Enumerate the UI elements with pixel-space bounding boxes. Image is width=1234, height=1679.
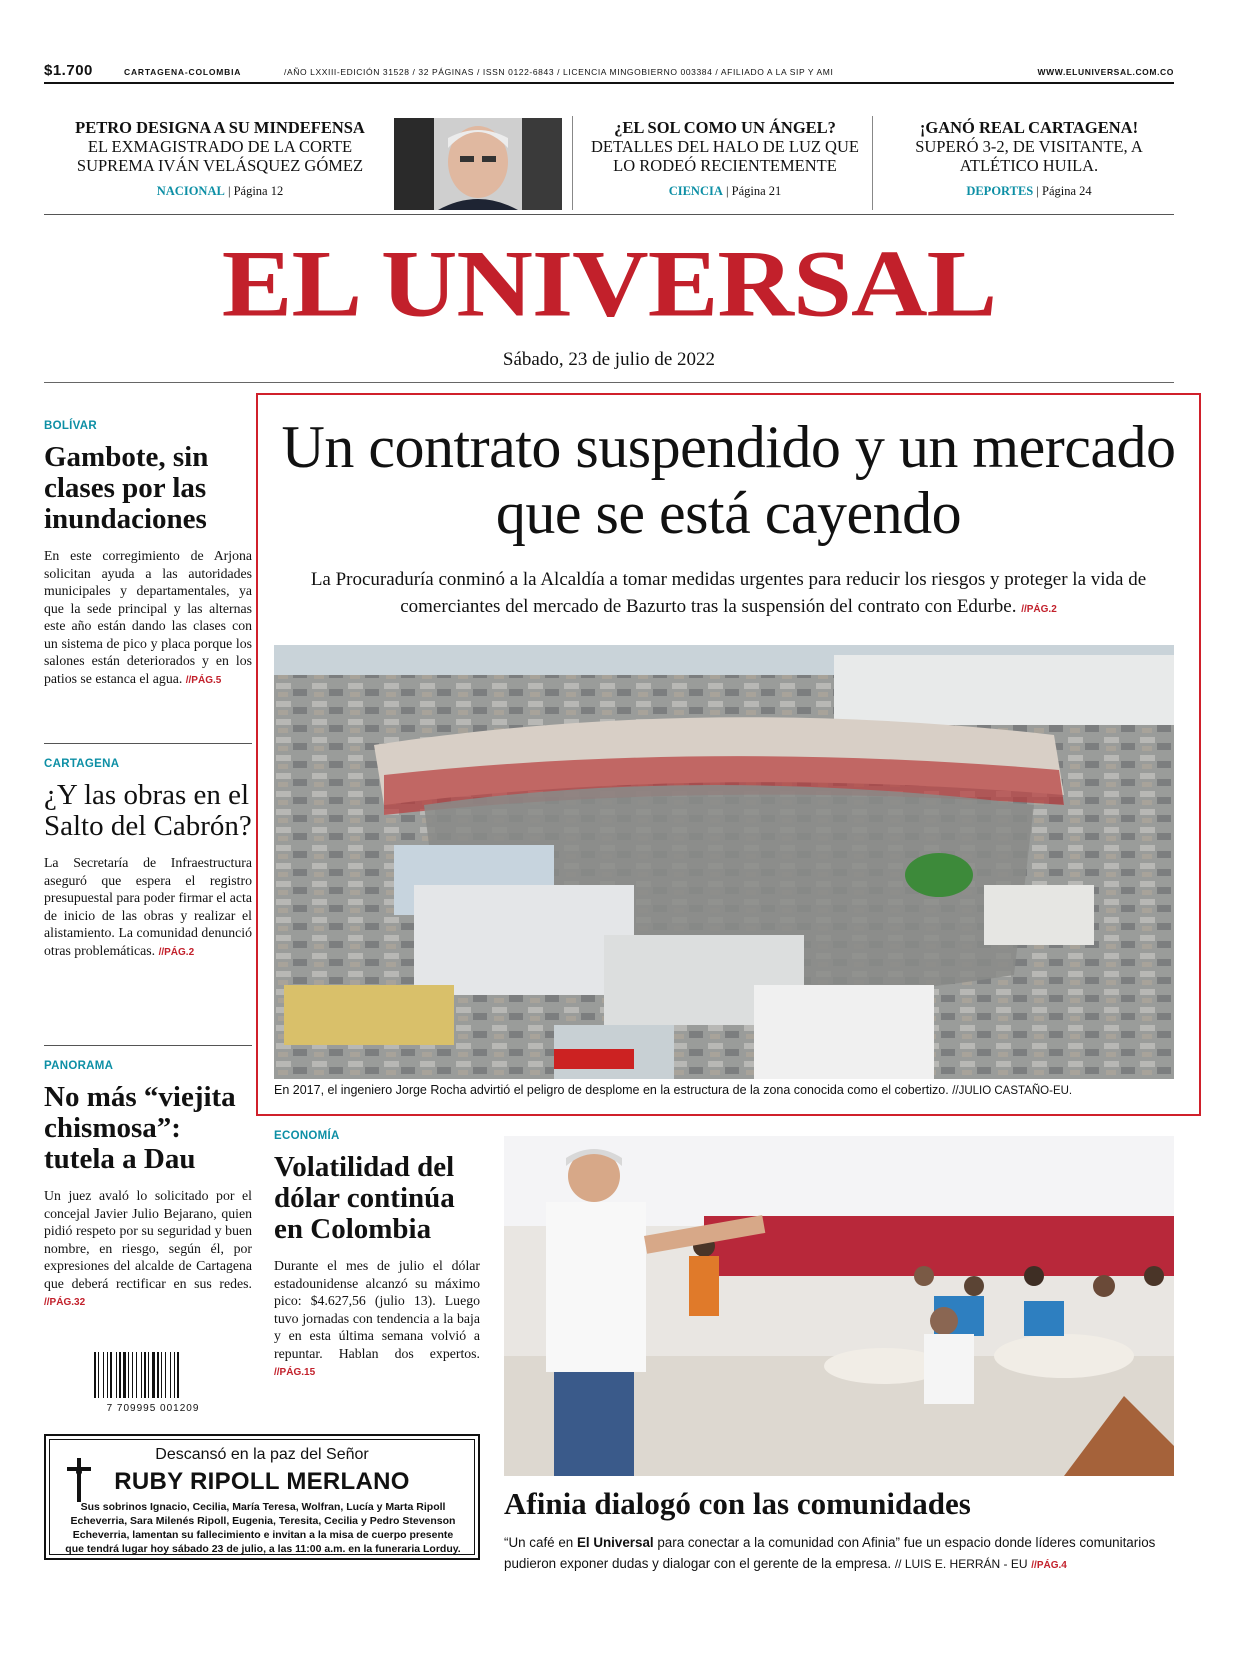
date-rule: [44, 382, 1174, 383]
story-kicker: CARTAGENA: [44, 758, 120, 770]
top-info-bar: [44, 64, 1174, 84]
barcode-number: 7 709995 001209: [106, 1403, 200, 1414]
main-dek: [270, 566, 1187, 623]
story-body: Un juez avaló lo solicitado por el concejal Javier Julio Bejarano, quien pidió respeto por su seguridad y buen nombre, en riesgo, según él, por expresiones del alcalde de Cartagena que deberá rectificar en sus redes.: [44, 1188, 252, 1291]
price: $1.700: [44, 62, 93, 79]
teaser-portrait-photo: [394, 118, 562, 210]
teaser-nacional[interactable]: PETRO DESIGNA A SU MINDEFENSA EL EXMAGISTRADO DE LA CORTE SUPREMA IVÁN VELÁSQUEZ GÓMEZ NACIONAL | Página 12: [60, 118, 380, 206]
teaser-deportes[interactable]: ¡GANÓ REAL CARTAGENA! SUPERÓ 3-2, DE VISITANTE, A ATLÉTICO HUILA. DEPORTES | Página 24: [884, 118, 1174, 206]
masthead-logo: EL UNIVERSAL: [221, 230, 997, 337]
page-reference: //PÁG.15: [274, 1367, 316, 1378]
story-headline: Gambote, sin clases por las inundaciones: [44, 441, 209, 535]
column-rule: [44, 1045, 252, 1046]
teaser-rule: [44, 214, 1174, 215]
teaser-text: EL EXMAGISTRADO DE LA CORTE SUPREMA IVÁN VELÁSQUEZ GÓMEZ: [76, 137, 364, 175]
column-rule: [44, 743, 252, 744]
teaser-divider: [572, 116, 573, 210]
teaser-section: CIENCIA: [668, 184, 723, 198]
teaser-section: DEPORTES: [966, 184, 1034, 198]
page-reference: //PÁG.4: [1031, 1560, 1067, 1571]
story-panorama[interactable]: [44, 1060, 252, 1312]
barcode: [92, 1352, 214, 1412]
story-headline: Volatilidad del dólar continúa en Colombia: [274, 1151, 455, 1245]
afinia-headline[interactable]: Afinia dialogó con las comunidades: [504, 1486, 971, 1521]
page-reference: //PÁG.2: [1021, 604, 1057, 615]
city: CARTAGENA-COLOMBIA: [124, 67, 242, 77]
afinia-body: [504, 1532, 1184, 1576]
obituary-notice: [44, 1434, 480, 1560]
afinia-text-c: para conectar a la comunidad con Afinia” fue un espacio donde líderes comunitarios pudieron exponer dudas y dialogar con el gerente de la empresa.: [504, 1535, 1156, 1571]
story-cartagena[interactable]: [44, 758, 252, 961]
photo-credit: // LUIS E. HERRÁN - EU: [894, 1557, 1028, 1571]
main-headline[interactable]: Un contrato suspendido y un mercado que se está cayendo: [281, 414, 1176, 546]
story-bolivar[interactable]: [44, 420, 252, 689]
teaser-page: Página 21: [731, 184, 782, 198]
story-body: En este corregimiento de Arjona solicitan ayuda a las autoridades municipales y departamentales, ya que la sede principal y las alternas este año están dando las clases con un sistema de pico y placa porque los salones están deteriorados y en los patios se estanca el agua.: [44, 548, 252, 686]
teaser-title: ¡GANÓ REAL CARTAGENA!: [919, 118, 1139, 137]
afinia-text-a: “Un café en: [504, 1535, 577, 1550]
story-economia[interactable]: [274, 1130, 480, 1382]
page-reference: //PÁG.5: [185, 674, 222, 686]
story-kicker: BOLÍVAR: [44, 420, 97, 432]
photo-credit: //JULIO CASTAÑO-EU.: [952, 1085, 1073, 1097]
obituary-name: RUBY RIPOLL MERLANO: [114, 1468, 410, 1495]
afinia-text-brand: El Universal: [576, 1535, 654, 1550]
story-headline: No más “viejita chismosa”: tutela a Dau: [44, 1081, 236, 1175]
main-photo-caption: [274, 1083, 1184, 1097]
bazurto-market-photo: [274, 645, 1174, 1079]
story-body: Durante el mes de julio el dólar estadounidense alcanzó su máximo pico: $4.627,56 (julio 13). Luego tuvo jornadas con tendencia a la baja y en esta última semana volvió a repuntar. Hablan dos expertos.: [274, 1258, 480, 1361]
teaser-title: ¿EL SOL COMO UN ÁNGEL?: [614, 118, 836, 137]
afinia-meeting-photo: [504, 1136, 1174, 1476]
teaser-text: DETALLES DEL HALO DE LUZ QUE LO RODEÓ RECIENTEMENTE: [591, 137, 859, 175]
teaser-section: NACIONAL: [156, 184, 225, 198]
page-reference: //PÁG.2: [158, 946, 195, 958]
teaser-page: Página 12: [233, 184, 284, 198]
website-link[interactable]: WWW.ELUNIVERSAL.COM.CO: [1037, 67, 1174, 77]
obituary-text: Sus sobrinos Ignacio, Cecilia, María Teresa, Wolfran, Lucía y Marta Ripoll Echeverria, Sara Milenés Ripoll, Eugenia, Teresita, Cecilia y Pedro Stevenson Echeverria, lamentan su fallecimiento e invitan a la misa de cuerpo presente que tendrá lugar hoy sábado 23 de julio, a las 11:00 a.m. en la funeraria Lorduy.: [65, 1501, 461, 1555]
story-body: La Secretaría de Infraestructura aseguró que espera el registro presupuestal para poder firmar el acta de inicio de las obras y realizar el alistamiento. La comunidad denunció otras problemáticas.: [44, 855, 252, 958]
caption-text: En 2017, el ingeniero Jorge Rocha advirtió el peligro de desplome en la estructura de la zona conocida como el cobertizo.: [274, 1083, 949, 1097]
story-headline: ¿Y las obras en el Salto del Cabrón?: [44, 779, 252, 842]
story-kicker: PANORAMA: [44, 1060, 114, 1072]
teaser-divider: [872, 116, 873, 210]
teaser-text: SUPERÓ 3-2, DE VISITANTE, A ATLÉTICO HUILA.: [915, 137, 1143, 175]
edition-info: /AÑO LXXIII-EDICIÓN 31528 / 32 PÁGINAS / ISSN 0122-6843 / LICENCIA MINGOBIERNO 003384 / AFILIADO A LA SIP Y AMI: [284, 67, 834, 77]
issue-date: Sábado, 23 de julio de 2022: [502, 349, 716, 370]
obituary-frame: [49, 1439, 475, 1555]
teaser-page: Página 24: [1042, 184, 1092, 198]
teaser-title: PETRO DESIGNA A SU MINDEFENSA: [75, 118, 365, 137]
obituary-intro: Descansó en la paz del Señor: [155, 1446, 369, 1463]
page-reference: //PÁG.32: [44, 1297, 86, 1308]
main-dek-text: La Procuraduría conminó a la Alcaldía a tomar medidas urgentes para reducir los riesgos y proteger la vida de comerciantes del mercado de Bazurto tras la suspensión del contrato con Edurbe.: [310, 569, 1147, 617]
teaser-ciencia[interactable]: ¿EL SOL COMO UN ÁNGEL? DETALLES DEL HALO DE LUZ QUE LO RODEÓ RECIENTEMENTE CIENCIA | Página 21: [580, 118, 870, 206]
story-kicker: ECONOMÍA: [274, 1130, 340, 1142]
